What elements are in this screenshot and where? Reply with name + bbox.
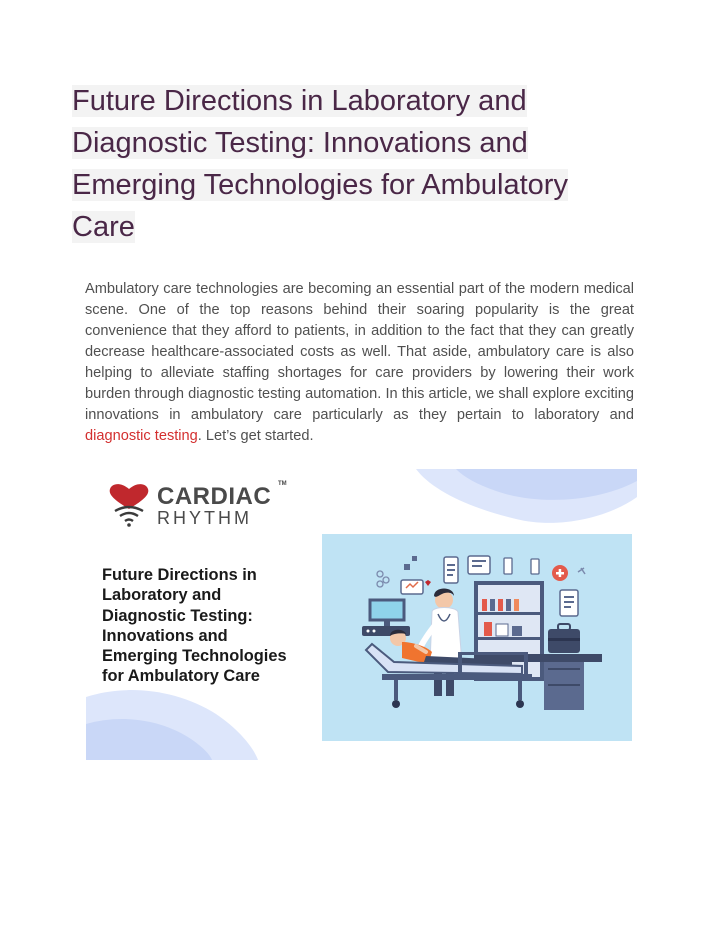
article-title: [72, 80, 632, 248]
article-title-line: Future Directions in Laboratory and: [72, 85, 527, 117]
monitor-screen: [362, 600, 410, 636]
heart-wifi-icon: [106, 483, 152, 529]
doctor-patient-scene-illustration: [322, 534, 632, 741]
article-title-line: Diagnostic Testing: Innovations and: [72, 127, 528, 159]
logo-wordmark-top: CARDIAC: [157, 483, 272, 510]
article-title-line: Emerging Technologies for Ambulatory: [72, 169, 568, 201]
logo-wordmark-bottom: RHYTHM: [157, 508, 252, 528]
medical-exam-illustration: [322, 534, 632, 741]
banner-title: [102, 565, 317, 687]
intro-text-end: . Let’s get started.: [197, 428, 314, 444]
article-banner-image: [86, 469, 637, 760]
banner-title-line: Laboratory and: [102, 586, 222, 605]
banner-title-line: Future Directions in: [102, 566, 257, 584]
banner-title-line: Emerging Technologies: [102, 647, 287, 666]
article-intro-paragraph: [85, 279, 634, 447]
diagnostic-testing-link[interactable]: diagnostic testing: [85, 428, 198, 444]
medical-bag: [548, 624, 580, 653]
intro-text: Ambulatory care technologies are becoming an essential part of the modern medical scene. One of the top reasons behind their soaring popularity is the great convenience that they afford to patients, in addition to the fact that they can greatly decrease healthcare-associated costs as well. That aside, ambulatory care is also helping to alleviate staffing shortages for care providers by lowering their work burden through diagnostic testing automation. In this article, we shall explore exciting innovations in ambulatory care particularly as they pertain to laboratory and: [85, 281, 634, 423]
cardiac-rhythm-logo: [106, 481, 287, 531]
banner-title-line: Diagnostic Testing:: [102, 606, 253, 625]
banner-title-line: for Ambulatory Care: [102, 667, 260, 686]
article-title-line: Care: [72, 211, 135, 243]
banner-title-line: Innovations and: [102, 626, 228, 645]
logo-trademark: TM: [278, 481, 287, 487]
